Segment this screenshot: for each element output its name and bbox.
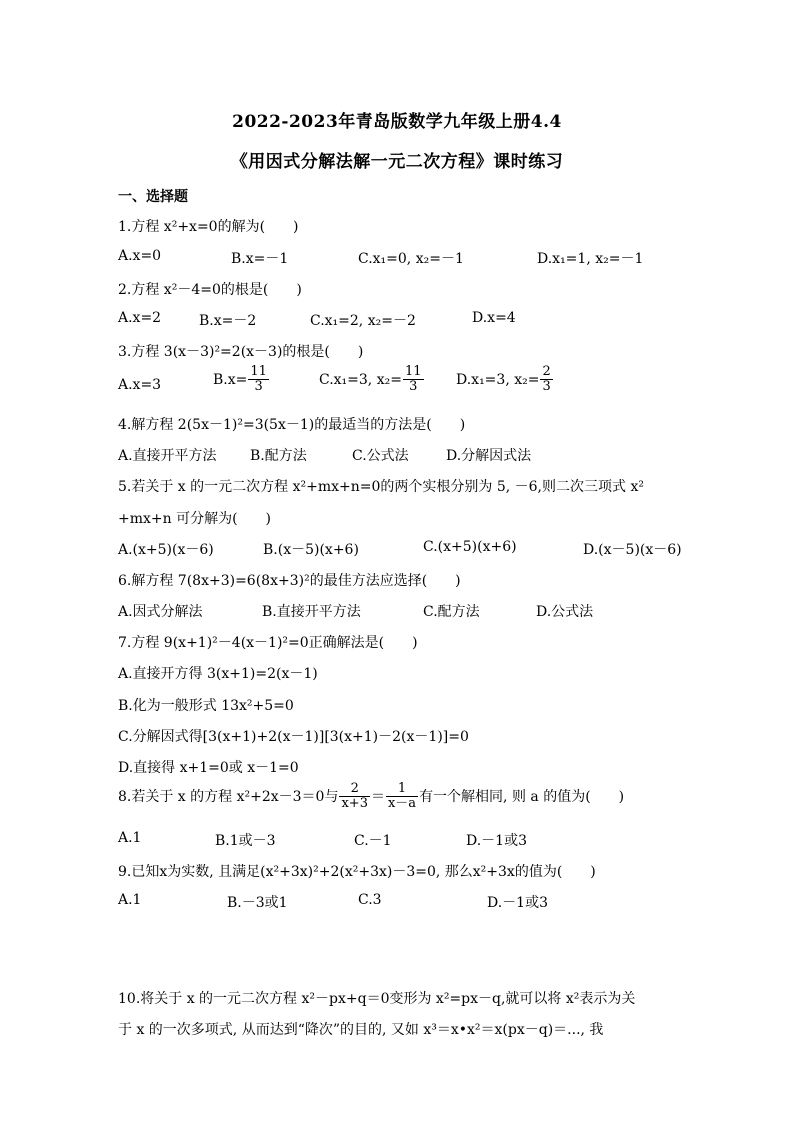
question-3-stem: 3.方程 3(x－3)²=2(x－3)的根是( )	[118, 344, 364, 360]
question-4-stem: 4.解方程 2(5x－1)²=3(5x－1)的最适当的方法是( )	[118, 417, 466, 433]
question-6-option-a: A.因式分解法	[118, 604, 203, 620]
question-1-stem: 1.方程 x²+x=0的解为( )	[118, 219, 299, 235]
question-7-option-c: C.分解因式得[3(x+1)+2(x－1)][3(x+1)－2(x－1)]=0	[118, 729, 469, 745]
question-2-option-c: C.x₁=2, x₂=－2	[310, 313, 416, 329]
question-8-option-b: B.1或－3	[215, 833, 276, 849]
fraction: $\frac{2}{x+3}$	[341, 781, 368, 812]
question-8-option-d: D.－1或3	[466, 833, 527, 849]
question-1-option-d: D.x₁=1, x₂=－1	[537, 251, 644, 267]
question-1-option-a: A.x=0	[118, 248, 162, 264]
question-3-option-d: D.x₁=3, x₂= $\frac{2}{3}$	[456, 364, 551, 395]
question-6-option-b: B.直接开平方法	[262, 604, 361, 620]
question-5-stem-line-2: +mx+n 可分解为( )	[118, 511, 272, 527]
question-9-option-b: B.－3或1	[227, 895, 288, 911]
question-10-line-1: 10.将关于 x 的一元二次方程 x²－px+q＝0变形为 x²=px－q,就可以将 x²表示为关	[118, 991, 636, 1007]
question-5-stem-line-1: 5.若关于 x 的一元二次方程 x²+mx+n=0的两个实根分别为 5, －6,则二次三项式 x²	[118, 479, 644, 495]
question-1-option-c: C.x₁=0, x₂=－1	[358, 251, 464, 267]
question-6-option-c: C.配方法	[423, 604, 480, 620]
title-line-2: 《用因式分解法解一元二次方程》课时练习	[230, 152, 564, 172]
question-4-option-d: D.分解因式法	[446, 448, 532, 464]
question-3-option-b: B.x= $\frac{11}{3}$	[213, 364, 267, 395]
question-9-option-c: C.3	[358, 892, 382, 908]
question-9-stem: 9.已知x为实数, 且满足(x²+3x)²+2(x²+3x)－3=0, 那么x²+3x的值为( )	[118, 864, 596, 880]
fraction: $\frac{11}{3}$	[404, 364, 422, 395]
question-8-option-a: A.1	[118, 830, 142, 846]
question-7-option-a: A.直接开方得 3(x+1)=2(x－1)	[118, 666, 318, 682]
question-2-option-b: B.x=－2	[199, 313, 257, 329]
question-8-stem: 8.若关于 x 的方程 x²+2x－3＝0与 $\frac{2}{x+3}$ ＝ $\frac{1}{x-a}$ 有一个解相同, 则 a 的值为( )	[118, 781, 625, 812]
question-7-option-d: D.直接得 x+1=0或 x－1=0	[118, 760, 299, 776]
question-9-option-a: A.1	[118, 892, 142, 908]
question-5-option-b: B.(x－5)(x+6)	[263, 542, 359, 558]
question-6-stem: 6.解方程 7(8x+3)=6(8x+3)²的最佳方法应选择( )	[118, 573, 461, 589]
title-line-1: 2022-2023年青岛版数学九年级上册4.4	[232, 112, 562, 132]
fraction: $\frac{1}{x-a}$	[387, 781, 417, 812]
question-4-option-c: C.公式法	[352, 448, 409, 464]
question-10-line-2: 于 x 的一次多项式, 从而达到“降次”的目的, 又如 x³＝x•x²＝x(px－q)＝..., 我	[118, 1022, 604, 1038]
fraction: $\frac{11}{3}$	[250, 364, 267, 395]
question-3-option-a: A.x=3	[118, 377, 162, 393]
section-heading: 一、选择题	[118, 189, 188, 205]
question-8-option-c: C.－1	[354, 833, 392, 849]
question-9-option-d: D.－1或3	[487, 895, 548, 911]
question-4-option-a: A.直接开平方法	[118, 448, 217, 464]
fraction: $\frac{2}{3}$	[542, 364, 551, 395]
question-1-option-b: B.x=－1	[231, 251, 289, 267]
question-2-option-a: A.x=2	[118, 310, 162, 326]
question-6-option-d: D.公式法	[536, 604, 594, 620]
question-5-option-c: C.(x+5)(x+6)	[423, 539, 517, 555]
question-2-stem: 2.方程 x²－4=0的根是( )	[118, 282, 302, 298]
question-3-option-c: C.x₁=3, x₂= $\frac{11}{3}$	[319, 364, 422, 395]
question-7-option-b: B.化为一般形式 13x²+5=0	[118, 698, 294, 714]
question-4-option-b: B.配方法	[250, 448, 307, 464]
question-2-option-d: D.x=4	[472, 310, 516, 326]
question-5-option-a: A.(x+5)(x－6)	[118, 542, 214, 558]
question-7-stem: 7.方程 9(x+1)²－4(x－1)²=0正确解法是( )	[118, 635, 418, 651]
question-5-option-d: D.(x－5)(x－6)	[583, 542, 682, 558]
